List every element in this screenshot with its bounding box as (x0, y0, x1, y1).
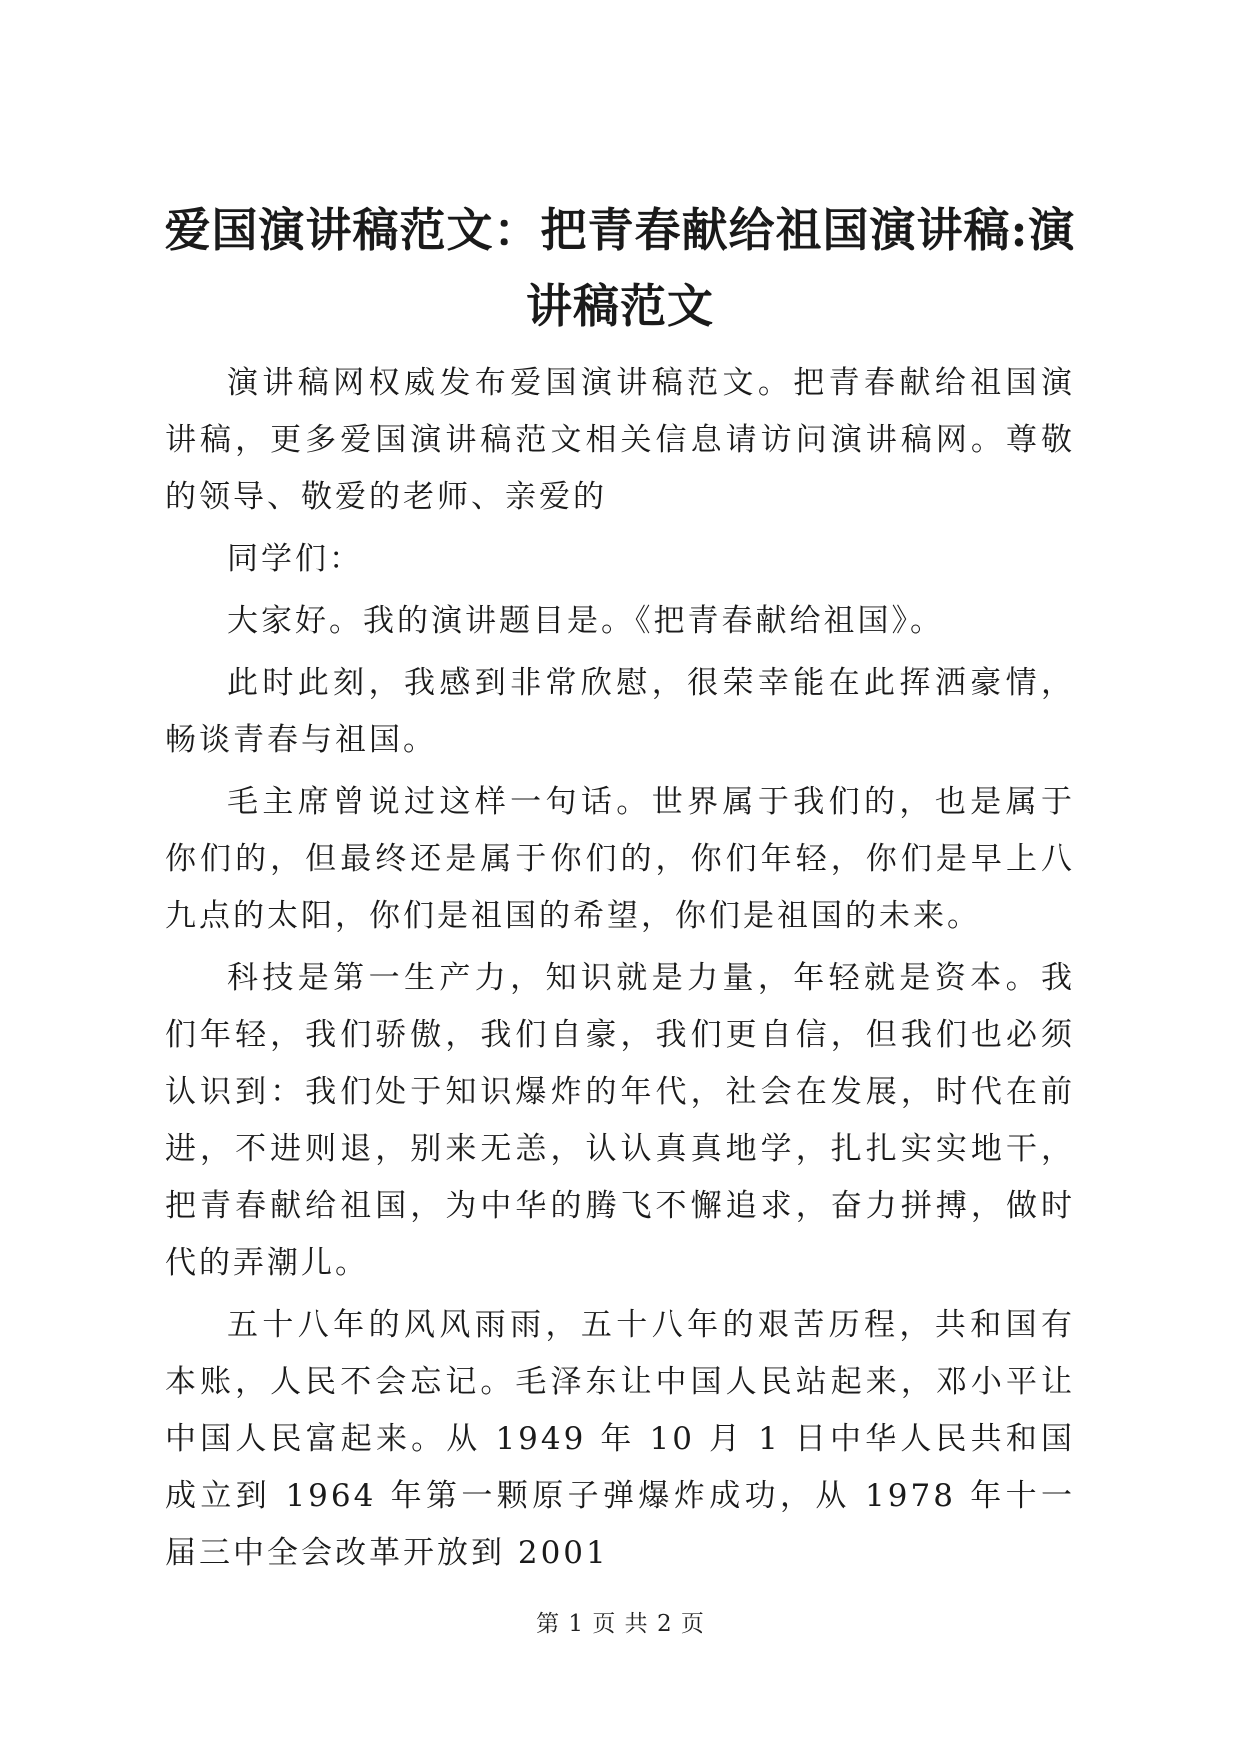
paragraph: 此时此刻，我感到非常欣慰，很荣幸能在此挥洒豪情，畅谈青春与祖国。 (165, 665, 1075, 758)
paragraph: 同学们： (227, 541, 363, 577)
paragraph: 毛主席曾说过这样一句话。世界属于我们的，也是属于你们的，但最终还是属于你们的，你们年轻，你们是早上八九点的太阳，你们是祖国的希望，你们是祖国的未来。 (165, 784, 1075, 934)
document-title: 爱国演讲稿范文：把青春献给祖国演讲稿:演讲稿范文 (164, 203, 1076, 333)
paragraph: 大家好。我的演讲题目是。《把青春献给祖国》。 (227, 603, 944, 639)
document-body (165, 355, 1075, 1587)
paragraph: 科技是第一生产力，知识就是力量，年轻就是资本。我们年轻，我们骄傲，我们自豪，我们更自信，但我们也必须认识到：我们处于知识爆炸的年代，社会在发展，时代在前进，不进则退，别来无恙，认认真真地学，扎扎实实地干，把青春献给祖国，为中华的腾飞不懈追求，奋力拼搏，做时代的弄潮儿。 (165, 960, 1075, 1281)
paragraph: 演讲稿网权威发布爱国演讲稿范文。把青春献给祖国演讲稿，更多爱国演讲稿范文相关信息请访问演讲稿网。尊敬的领导、敬爱的老师、亲爱的 (165, 365, 1075, 515)
page-footer: 第 1 页 共 2 页 (536, 1611, 705, 1637)
paragraph: 五十八年的风风雨雨，五十八年的艰苦历程，共和国有本账，人民不会忘记。毛泽东让中国人民站起来，邓小平让中国人民富起来。从 1949 年 10 月 1 日中华人民共和国成立到 1964 年第一颗原子弹爆炸成功，从 1978 年十一届三中全会改革开放到 2001 (165, 1307, 1075, 1571)
